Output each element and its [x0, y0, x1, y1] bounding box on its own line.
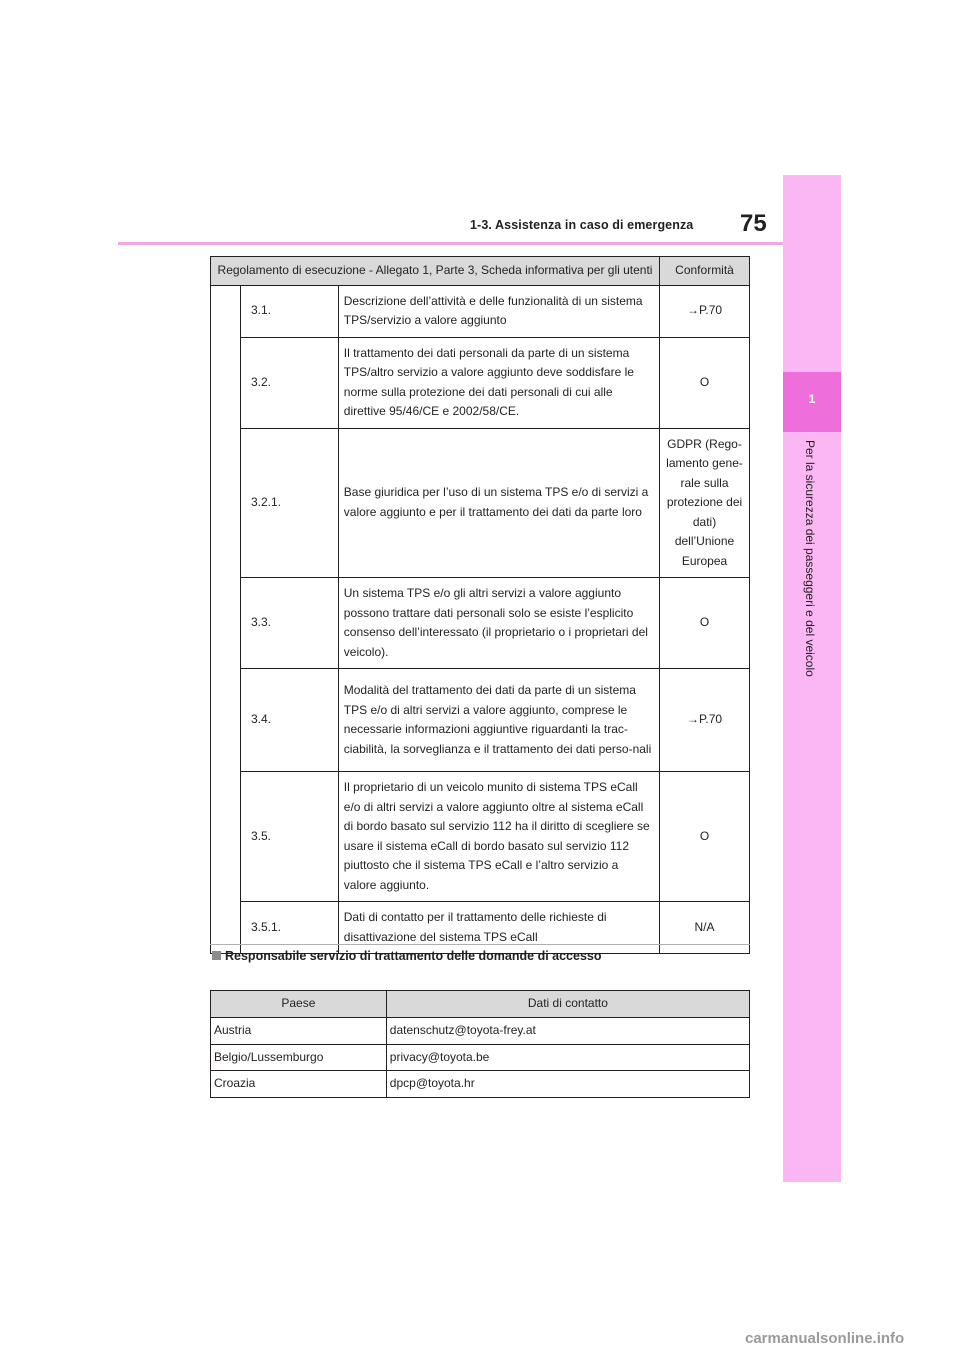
row-number: 3.5. [240, 772, 338, 902]
compliance-table [210, 256, 750, 954]
row-number: 3.2. [240, 337, 338, 428]
table-row [211, 1071, 750, 1098]
table-row [211, 578, 750, 669]
row-description: Il proprietario di un veicolo munito di sistema TPS eCall e/o di altri servizi a valore aggiunto oltre al sistema eCall di bordo basato sul servizio 112 ha il diritto di scegliere se usare il sistema eCall di bordo basato sul servizio 112 piuttosto che il sistema TPS eCall e l’altro servizio a valore aggiunto. [338, 772, 659, 902]
chapter-side-tab [783, 175, 841, 1182]
page-number: 75 [740, 210, 767, 237]
conformity-header: Conformità [660, 257, 750, 286]
table-row [211, 285, 750, 337]
country-cell: Belgio/Lussemburgo [211, 1044, 387, 1071]
table-row [211, 337, 750, 428]
row-conformity: O [660, 772, 750, 902]
table-header-row [211, 257, 750, 286]
table-row [211, 1044, 750, 1071]
section-divider [210, 944, 750, 945]
row-conformity: O [660, 578, 750, 669]
section-title: 1-3. Assistenza in caso di emergenza [470, 218, 694, 232]
contacts-table [210, 990, 750, 1098]
row-description: Base giuridica per l’uso di un sistema TPS e/o di servizi a valore aggiunto e per il trattamento dei dati da parte loro [338, 428, 659, 578]
table-row [211, 669, 750, 772]
row-description: Dati di contatto per il trattamento delle richieste di disattivazione del sistema TPS eCall [338, 902, 659, 954]
watermark: carmanualsonline.info [745, 1330, 905, 1347]
header-divider [118, 242, 784, 245]
row-conformity: GDPR (Rego-lamento gene-rale sulla protezione dei dati) dell’Unione Europea [660, 428, 750, 578]
table-row [211, 902, 750, 954]
regulation-header: Regolamento di esecuzione - Allegato 1, Parte 3, Scheda informativa per gli utenti [211, 257, 660, 286]
section-heading-text: Responsabile servizio di trattamento delle domande di accesso [225, 949, 602, 963]
row-description: Il trattamento dei dati personali da parte di un sistema TPS/altro servizio a valore aggiunto deve soddisfare le norme sulla protezione dei dati personali di cui alle direttive 95/46/CE e 2002/58/CE. [338, 337, 659, 428]
row-number: 3.1. [240, 285, 338, 337]
row-number: 3.4. [240, 669, 338, 772]
square-bullet-icon [212, 951, 221, 960]
row-group-indent [211, 285, 241, 954]
contact-cell: privacy@toyota.be [386, 1044, 749, 1071]
country-cell: Croazia [211, 1071, 387, 1098]
row-number: 3.3. [240, 578, 338, 669]
row-conformity: →P.70 [660, 669, 750, 772]
table-header-row [211, 991, 750, 1018]
row-description: Un sistema TPS e/o gli altri servizi a valore aggiunto possono trattare dati personali solo se esiste l’esplicito consenso dell’interessato (il proprietario o i proprietari del veicolo). [338, 578, 659, 669]
row-description: Descrizione dell’attività e delle funzionalità di un sistema TPS/servizio a valore aggiunto [338, 285, 659, 337]
table-row [211, 428, 750, 578]
country-header: Paese [211, 991, 387, 1018]
chapter-number: 1 [808, 392, 816, 406]
row-conformity: →P.70 [660, 285, 750, 337]
contact-cell: datenschutz@toyota-frey.at [386, 1018, 749, 1045]
chapter-title: Per la sicurezza dei passeggeri e del veicolo [803, 440, 817, 677]
contact-cell: dpcp@toyota.hr [386, 1071, 749, 1098]
row-conformity: N/A [660, 902, 750, 954]
table-row [211, 1018, 750, 1045]
row-number: 3.5.1. [240, 902, 338, 954]
row-conformity: O [660, 337, 750, 428]
row-description: Modalità del trattamento dei dati da parte di un sistema TPS e/o di altri servizi a valore aggiunto, comprese le necessarie informazioni aggiuntive riguardanti la trac-ciabilità, la sorveglianza e il trattamento dei dati perso-nali [338, 669, 659, 772]
section-heading [212, 949, 602, 963]
contact-header: Dati di contatto [386, 991, 749, 1018]
row-number: 3.2.1. [240, 428, 338, 578]
table-row [211, 772, 750, 902]
country-cell: Austria [211, 1018, 387, 1045]
